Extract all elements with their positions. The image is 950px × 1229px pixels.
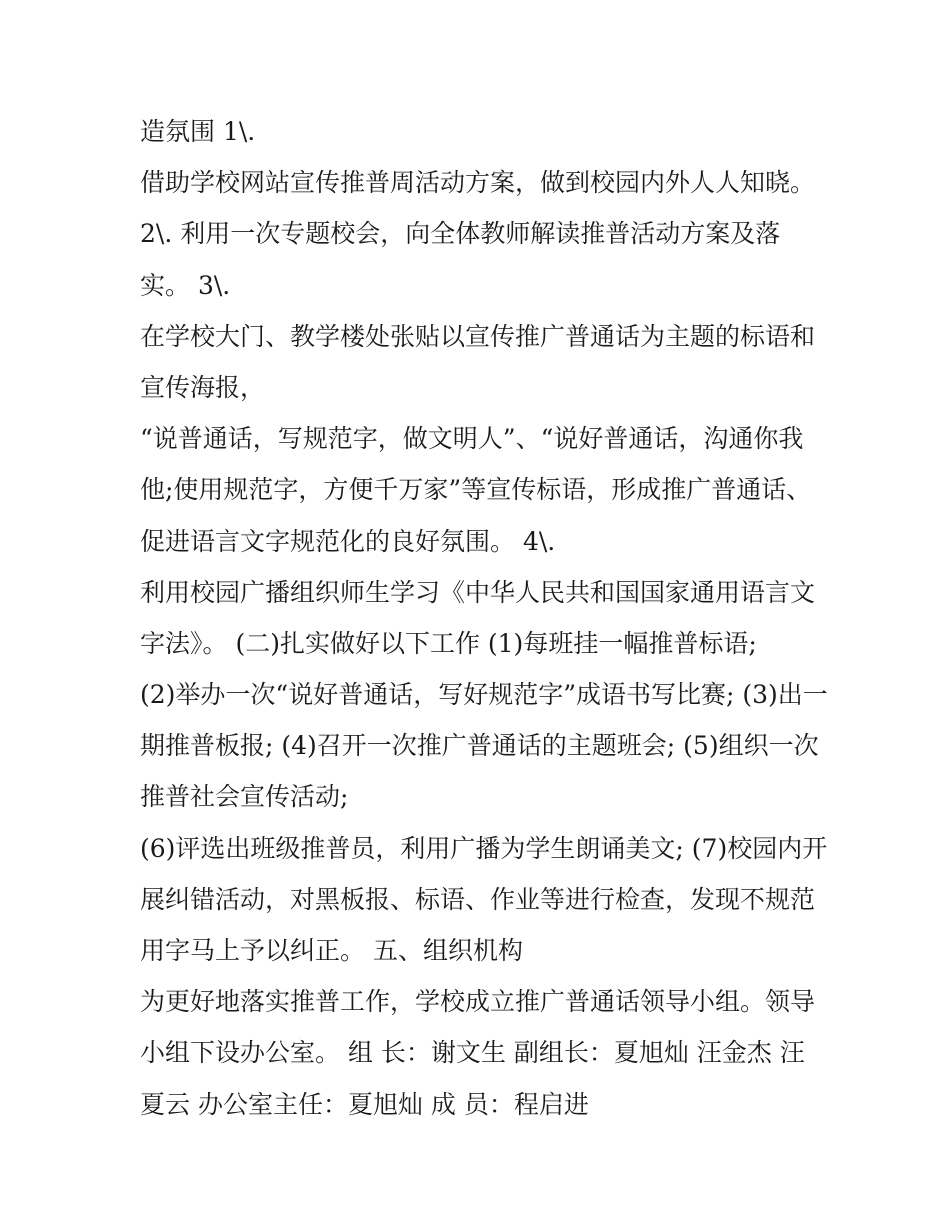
document-body <box>140 106 830 1130</box>
text-line: “说普通话，写规范字，做文明人”、“说好普通话，沟通你我 <box>140 424 804 454</box>
text-line: 展纠错活动，对黑板报、标语、作业等进行检查，发现不规范 <box>140 884 816 914</box>
text-line: 为更好地落实推普工作，学校成立推广普通话领导小组。领导 <box>140 987 816 1017</box>
text-line: 夏云 办公室主任：夏旭灿 成 员：程启进 <box>140 1089 589 1119</box>
text-line: 他;使用规范字，方便千万家”等宣传标语，形成推广普通话、 <box>140 475 812 505</box>
text-line: (2)举办一次“说好普通话，写好规范字”成语书写比赛; (3)出一 <box>140 680 828 710</box>
text-line: 宣传海报， <box>140 372 266 402</box>
text-line: 字法》。 (二)扎实做好以下工作 (1)每班挂一幅推普标语; <box>140 628 757 658</box>
text-line: 实。 3\. <box>140 270 231 300</box>
text-line: 利用校园广播组织师生学习《中华人民共和国国家通用语言文 <box>140 577 816 607</box>
text-line: 小组下设办公室。 组 长：谢文生 副组长：夏旭灿 汪金杰 汪 <box>140 1038 805 1068</box>
text-line: 用字马上予以纠正。 五、组织机构 <box>140 936 523 965</box>
text-line: 借助学校网站宣传推普周活动方案，做到校园内外人人知晓。 <box>140 168 816 198</box>
text-line: 推普社会宣传活动; <box>140 782 349 812</box>
text-line: (6)评选出班级推普员，利用广播为学生朗诵美文; (7)校园内开 <box>140 833 828 863</box>
text-line: 2\. 利用一次专题校会，向全体教师解读推普活动方案及落 <box>140 219 781 249</box>
text-line: 造氛围 1\. <box>140 117 256 146</box>
text-line: 在学校大门、教学楼处张贴以宣传推广普通话为主题的标语和 <box>140 321 816 351</box>
text-line: 促进语言文字规范化的良好氛围。 4\. <box>140 526 556 556</box>
text-line: 期推普板报; (4)召开一次推广普通话的主题班会; (5)组织一次 <box>140 731 819 761</box>
